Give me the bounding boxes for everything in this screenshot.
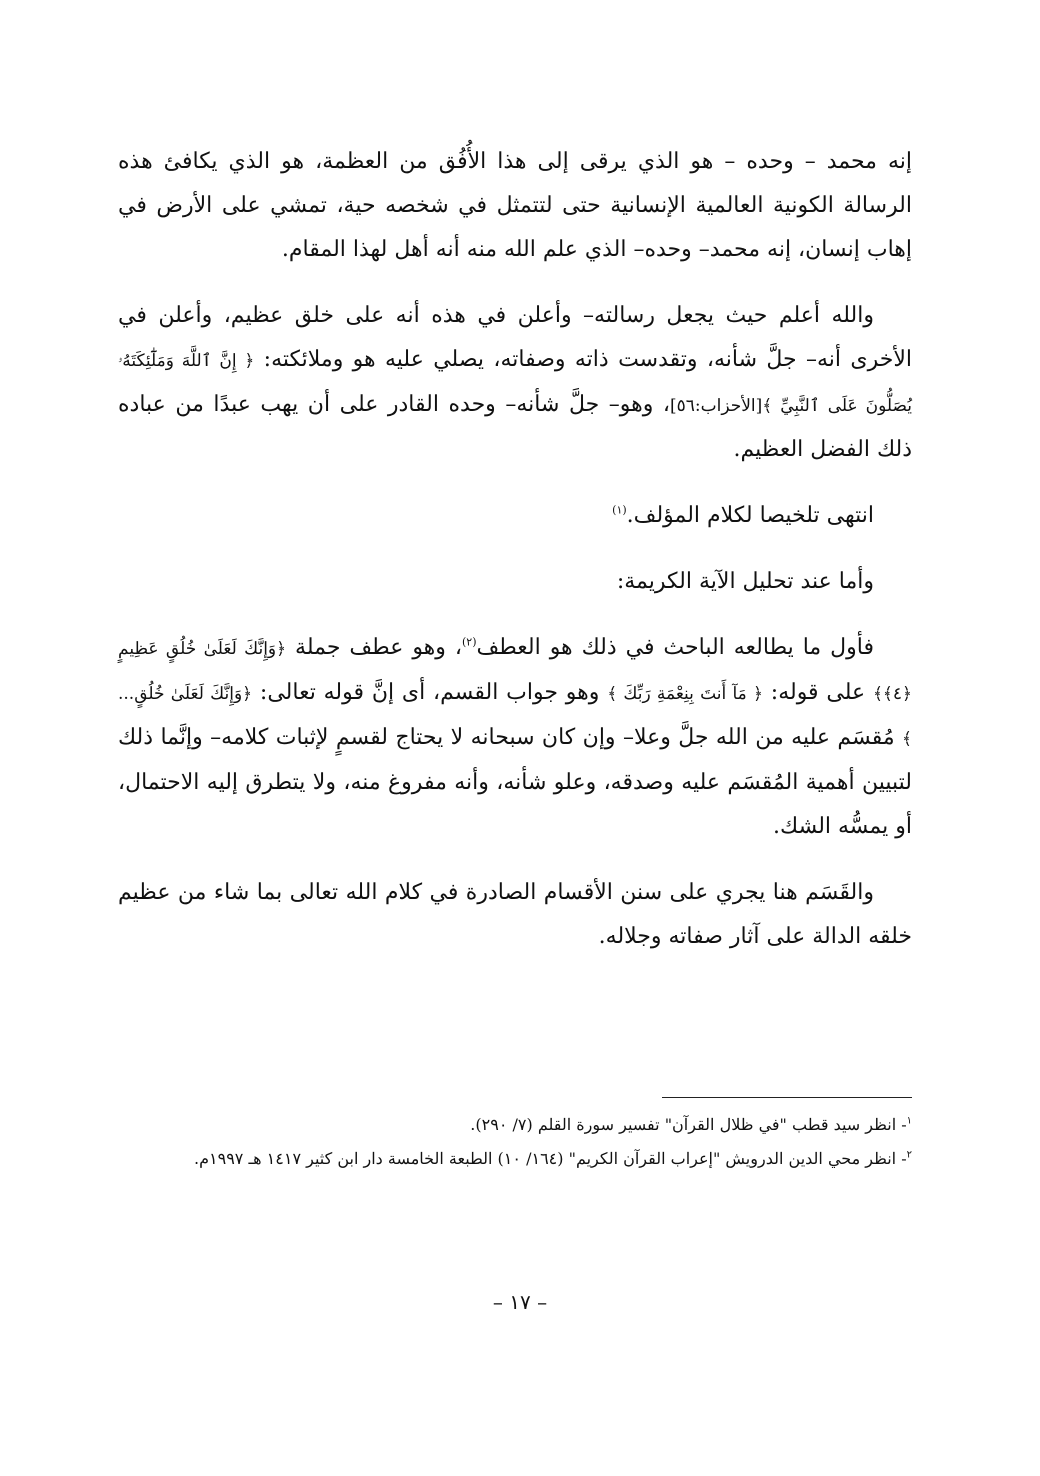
footnote-2 [128,1142,912,1176]
paragraph-text: فأول ما يطالعه الباحث في ذلك هو العطف [476,635,874,660]
footnote-1 [128,1108,912,1142]
paragraph-6 [118,871,912,959]
quran-verse: ﴿وَإِنَّكَ لَعَلَىٰ خُلُقٍ... ﴾ [118,684,912,749]
paragraph-text: على قوله: [762,680,873,705]
footnote-text: - انظر محي الدين الدرويش "إعراب القرآن الكريم" (١٦٤/ ١٠) الطبعة الخامسة دار ابن كثير ١٤١٧ هـ ١٩٩٧م. [194,1149,907,1168]
footnote-divider [662,1097,912,1098]
footnote-reference: (٢) [461,635,477,649]
paragraph-text: انتهى تلخيصا لكلام المؤلف. [626,503,874,528]
quran-verse: ﴿وَإِنَّكَ لَعَلَىٰ خُلُقٍ عَظِيمٍ ﴿٤﴾﴾ [118,639,912,704]
page-number: – ١٧ – [492,1290,548,1314]
footnote-number: ٢ [906,1149,912,1161]
paragraph-2 [118,294,912,472]
paragraph-5 [118,626,912,849]
page-body [118,140,912,981]
footnotes [128,1108,912,1176]
paragraph-text: وهو جواب القسم، أى إنَّ قوله تعالى: [252,680,608,705]
paragraph-text: إنه محمد – وحده – هو الذي يرقى إلى هذا الأُفُق من العظمة، هو الذي يكافئ هذه الرسالة الكونية العالمية الإنسانية حتى لتتمثل في شخصه حية، تمشي على الأرض في إهاب إنسان، إنه محمد– وحده– الذي علم الله منه أنه أهل لهذا المقام. [118,149,912,262]
paragraph-text: والقَسَم هنا يجري على سنن الأقسام الصادرة في كلام الله تعالى بما شاء من عظيم خلقه الدالة على آثار صفاته وجلاله. [118,880,912,949]
paragraph-text: ، وهو عطف جملة [286,635,462,660]
quran-verse: ﴿ إِنَّ ٱللَّهَ وَمَلَٰٓئِكَتَهُۥ يُصَلُّونَ عَلَى ٱلنَّبِيِّ ﴾[الأحزاب:٥٦] [118,351,912,416]
paragraph-1 [118,140,912,272]
footnote-text: - انظر سيد قطب "في ظلال القرآن" تفسير سورة القلم (٧/ ٢٩٠). [470,1115,907,1134]
paragraph-text: مُقسَم عليه من الله جلَّ وعلا– وإن كان سبحانه لا يحتاج لقسمٍ لإثبات كلامه– وإنَّما ذلك لتبيين أهمية المُقسَم عليه وصدقه، وعلو شأنه، وأنه مفروغ منه، ولا يتطرق إليه الاحتمال، أو يمسُّه الشك. [118,725,912,839]
footnote-reference: (١) [612,503,627,517]
footnote-number: ١ [906,1115,912,1127]
quran-verse: ﴿ مَآ أَنتَ بِنِعْمَةِ رَبِّكَ ﴾ [607,684,763,704]
paragraph-text: وأما عند تحليل الآية الكريمة: [616,569,874,594]
paragraph-4 [118,560,912,604]
paragraph-text: والله أعلم حيث يجعل رسالته– وأعلن في هذه أنه على خلق عظيم، وأعلن في الأخرى أنه– جلَّ شأنه، وتقدست ذاته وصفاته، يصلي عليه هو وملائكته: [118,303,913,372]
paragraph-3 [118,494,912,538]
paragraph-text: ، وهو– جلَّ شأنه– وحده القادر على أن يهب عبدًا من عباده ذلك الفضل العظيم. [118,392,912,462]
